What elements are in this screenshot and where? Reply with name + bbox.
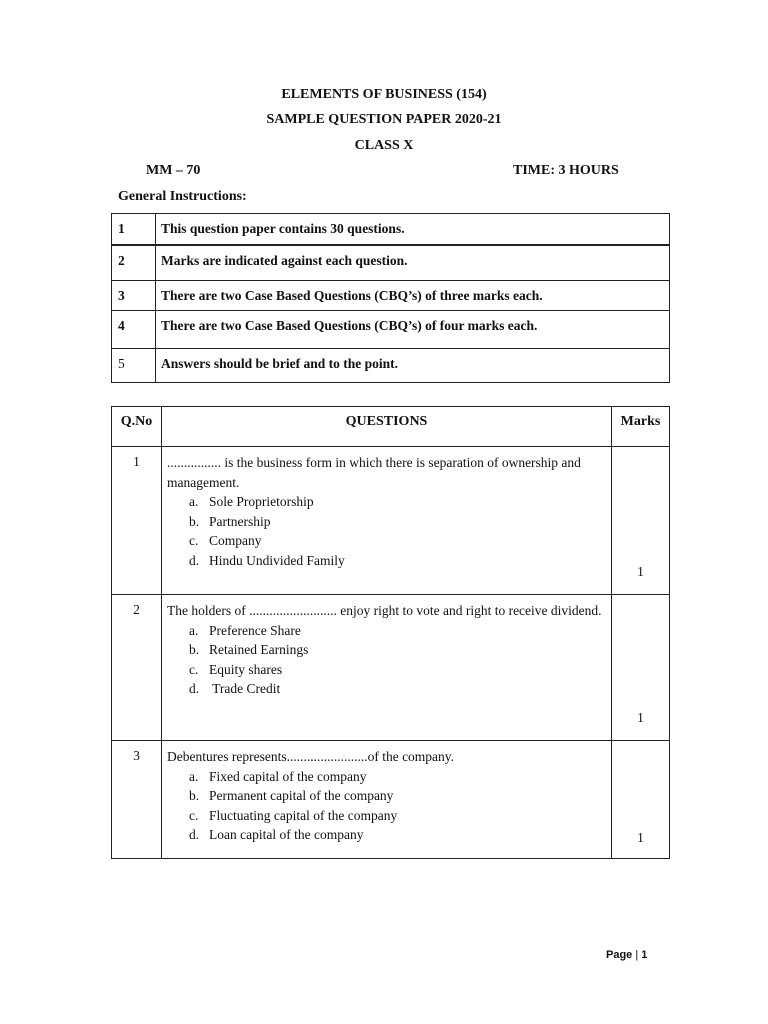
question-number: 1 xyxy=(112,447,162,595)
option-letter: d. xyxy=(189,681,200,696)
question-row xyxy=(112,595,670,741)
option-text: Partnership xyxy=(209,513,271,529)
option-letter: b. xyxy=(189,513,200,529)
option-text: Hindu Undivided Family xyxy=(209,552,345,568)
option-letter: a. xyxy=(189,622,199,638)
instruction-number: 2 xyxy=(112,245,156,281)
question-marks: 1 xyxy=(612,447,670,595)
option-text: Fixed capital of the company xyxy=(209,768,367,784)
question-cell xyxy=(162,595,612,741)
option-item xyxy=(189,786,605,806)
option-letter: b. xyxy=(189,788,200,803)
option-item xyxy=(189,679,605,699)
option-letter: d. xyxy=(189,552,200,568)
instructions-table xyxy=(111,213,670,383)
option-letter: b. xyxy=(189,642,200,657)
option-list xyxy=(167,621,605,699)
question-cell xyxy=(162,741,612,859)
question-row xyxy=(112,447,670,595)
option-text: Permanent capital of the company xyxy=(209,788,394,803)
question-number: 3 xyxy=(112,741,162,859)
option-list xyxy=(167,492,605,570)
instructions-title: General Instructions: xyxy=(118,189,247,204)
option-letter: c. xyxy=(189,533,199,548)
question-cell xyxy=(162,447,612,595)
option-item xyxy=(189,492,605,512)
option-item xyxy=(189,767,605,787)
questions-table xyxy=(111,406,670,859)
option-text: Loan capital of the company xyxy=(209,827,364,842)
option-letter: d. xyxy=(189,827,200,842)
max-marks: MM – 70 xyxy=(146,163,201,178)
instruction-number: 4 xyxy=(112,311,156,349)
header-marks: Marks xyxy=(612,407,670,447)
question-number: 2 xyxy=(112,595,162,741)
questions-header-row xyxy=(112,407,670,447)
option-letter: c. xyxy=(189,807,199,823)
instruction-text: This question paper contains 30 questions. xyxy=(156,214,670,246)
paper-title: SAMPLE QUESTION PAPER 2020-21 xyxy=(266,112,502,127)
option-item xyxy=(189,551,605,571)
time-allowed: TIME: 3 HOURS xyxy=(513,163,619,178)
question-marks: 1 xyxy=(612,595,670,741)
instruction-text: Answers should be brief and to the point. xyxy=(156,349,670,383)
instruction-row xyxy=(112,349,670,383)
option-item xyxy=(189,825,605,845)
option-text: Equity shares xyxy=(209,661,283,677)
option-item xyxy=(189,531,605,551)
paper-subject: ELEMENTS OF BUSINESS (154) xyxy=(281,87,487,102)
option-letter: c. xyxy=(189,661,199,677)
option-letter: a. xyxy=(189,768,199,784)
option-letter: a. xyxy=(189,494,199,509)
question-text: ................ is the business form in which there is separation of ownership and management. xyxy=(167,455,581,490)
option-text: Preference Share xyxy=(209,622,301,638)
option-item xyxy=(189,621,605,641)
option-item xyxy=(189,512,605,532)
option-item xyxy=(189,660,605,680)
option-item xyxy=(189,806,605,826)
page-separator: | xyxy=(635,949,639,961)
instruction-text: There are two Case Based Questions (CBQ’s) of four marks each. xyxy=(156,311,670,349)
option-text: Company xyxy=(209,533,262,548)
header-questions: QUESTIONS xyxy=(162,407,612,447)
question-row xyxy=(112,741,670,859)
option-list xyxy=(167,767,605,845)
page-label: Page xyxy=(606,949,633,961)
option-text: Retained Earnings xyxy=(209,642,309,657)
page-footer xyxy=(606,949,647,961)
option-text: Trade Credit xyxy=(209,681,281,696)
page-number: 1 xyxy=(641,949,648,961)
instruction-text: Marks are indicated against each question. xyxy=(156,245,670,281)
question-marks: 1 xyxy=(612,741,670,859)
instruction-row xyxy=(112,245,670,281)
instruction-row xyxy=(112,311,670,349)
instruction-text: There are two Case Based Questions (CBQ’s) of three marks each. xyxy=(156,281,670,311)
instruction-row xyxy=(112,281,670,311)
question-text: The holders of .......................... enjoy right to vote and right to receive dividend. xyxy=(167,603,602,618)
option-text: Sole Proprietorship xyxy=(209,494,314,509)
question-text: Debentures represents........................of the company. xyxy=(167,749,455,764)
option-item xyxy=(189,640,605,660)
option-text: Fluctuating capital of the company xyxy=(209,807,398,823)
instruction-number: 1 xyxy=(112,214,156,246)
paper-class: CLASS X xyxy=(354,138,414,153)
instruction-number: 3 xyxy=(112,281,156,311)
header-qno: Q.No xyxy=(112,407,162,447)
instruction-number: 5 xyxy=(112,349,156,383)
instruction-row xyxy=(112,214,670,246)
